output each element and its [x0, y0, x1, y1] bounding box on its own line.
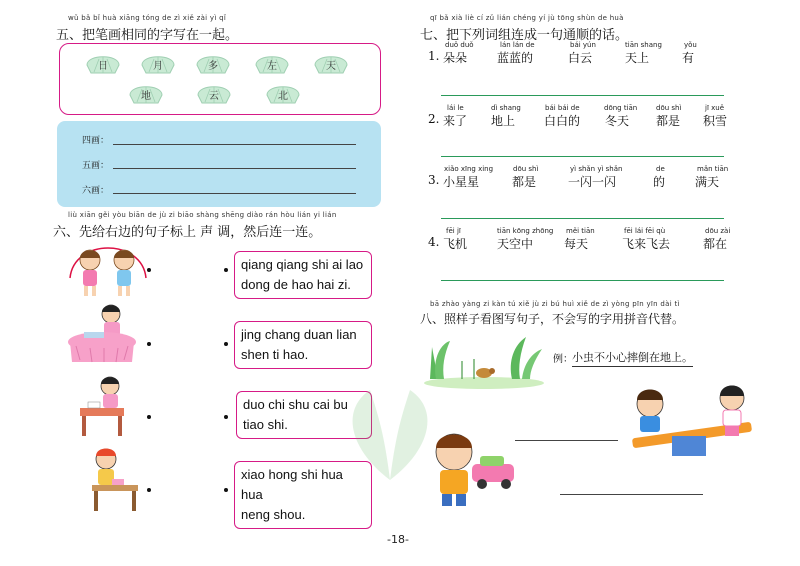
- word-pinyin: dōu shì: [656, 104, 682, 112]
- section7-pinyin: qī bǎ xià liè cí zǔ lián chéng yí jù tōng shùn de huà: [430, 14, 624, 22]
- match-dot[interactable]: [224, 488, 228, 492]
- word-pinyin: bái bái de: [545, 104, 580, 112]
- page-number: -18-: [387, 533, 409, 546]
- example-label: 例：: [553, 354, 573, 365]
- shell-char-text: 月: [153, 61, 163, 72]
- answer-line[interactable]: [113, 193, 356, 194]
- answer-line[interactable]: [113, 144, 356, 145]
- word-pinyin: duǒ duǒ: [445, 41, 474, 49]
- answer-line[interactable]: [441, 95, 724, 96]
- word-pinyin: dōu zài: [705, 227, 731, 235]
- shell-char: [265, 81, 301, 107]
- word-hanzi: 都在: [703, 237, 728, 251]
- girls-jump-rope-illustration: [64, 238, 150, 300]
- word-pinyin: fēi jī: [446, 227, 461, 235]
- answer-line[interactable]: [560, 494, 703, 495]
- word-pinyin: dì shang: [491, 104, 521, 112]
- match-dot[interactable]: [224, 342, 228, 346]
- word-pinyin: xiǎo xīng xing: [444, 165, 494, 173]
- word-pinyin: měi tiān: [566, 227, 595, 235]
- word-hanzi: 的: [653, 175, 666, 189]
- stroke-label-4: 四画：: [82, 136, 110, 146]
- word-pinyin: de: [656, 165, 665, 173]
- row-number: 1.: [428, 49, 440, 63]
- girl-at-desk-illustration: [76, 374, 138, 440]
- shell-char: [195, 51, 231, 77]
- word-hanzi: 都是: [656, 114, 681, 128]
- kids-seesaw-illustration: [628, 380, 756, 462]
- match-dot[interactable]: [147, 342, 151, 346]
- word-pinyin: tiān kōng zhōng: [497, 227, 554, 235]
- sentence-line: xiao hong shi hua hua: [241, 467, 343, 502]
- word-pinyin: lán lán de: [500, 41, 535, 49]
- word-hanzi: 冬天: [605, 114, 630, 128]
- section8-heading: 八、照样子看图写句子，不会写的字用拼音代替。: [420, 312, 685, 326]
- word-hanzi: 天空中: [497, 237, 534, 251]
- word-hanzi: 小星星: [443, 175, 480, 189]
- word-hanzi: 天上: [625, 51, 650, 65]
- row-number: 3.: [428, 173, 440, 187]
- word-pinyin: jī xuě: [705, 104, 725, 112]
- word-hanzi: 白白的: [544, 114, 581, 128]
- answer-line[interactable]: [515, 440, 618, 441]
- word-pinyin: tiān shang: [625, 41, 662, 49]
- match-dot[interactable]: [224, 268, 228, 272]
- match-dot[interactable]: [147, 415, 151, 419]
- row-number: 2.: [428, 112, 440, 126]
- section6-pinyin: liù xiān gěi yòu biān de jù zi biāo shàng shēng diào rán hòu lián yi lián: [68, 211, 337, 219]
- shell-char-text: 日: [98, 61, 108, 72]
- sentence-line: shen ti hao.: [241, 347, 309, 362]
- sentence-line: dong de hao hai zi.: [241, 277, 351, 292]
- shell-char-text: 多: [208, 61, 218, 72]
- word-hanzi: 蓝蓝的: [497, 51, 534, 65]
- answer-line[interactable]: [441, 218, 724, 219]
- shell-char: [128, 81, 164, 107]
- shell-char-text: 左: [267, 61, 277, 72]
- word-hanzi: 都是: [512, 175, 537, 189]
- word-pinyin: lái le: [447, 104, 464, 112]
- word-pinyin: yì shǎn yì shǎn: [570, 165, 623, 173]
- section5-heading: 五、把笔画相同的字写在一起。: [56, 28, 239, 43]
- section8-pinyin: bā zhào yàng zi kàn tú xiě jù zi bú huì xiě de zì yòng pīn yīn dài tì: [430, 300, 680, 308]
- sentence-line: neng shou.: [241, 507, 306, 522]
- word-hanzi: 有: [682, 51, 695, 65]
- shell-char: [196, 81, 232, 107]
- section5-pinyin: wǔ bǎ bǐ huà xiāng tóng de zì xiě zài yì qǐ: [68, 14, 227, 22]
- word-hanzi: 一闪一闪: [568, 175, 617, 189]
- section7-heading: 七、把下列词组连成一句通顺的话。: [420, 28, 629, 43]
- answer-line[interactable]: [441, 156, 724, 157]
- insect-fallen-illustration: [422, 327, 546, 389]
- sentence-card: [234, 251, 372, 299]
- shell-char-text: 云: [209, 91, 219, 102]
- word-pinyin: bái yún: [570, 41, 596, 49]
- girl-at-table-illustration: [66, 302, 138, 370]
- section6-heading: 六、先给右边的句子标上 声 调，然后连一连。: [53, 225, 322, 240]
- sentence-line: jing chang duan lian: [241, 327, 357, 342]
- sentence-line: tiao shi.: [243, 417, 288, 432]
- word-hanzi: 地上: [491, 114, 516, 128]
- word-hanzi: 积雪: [703, 114, 728, 128]
- word-hanzi: 来了: [443, 114, 468, 128]
- match-dot[interactable]: [147, 268, 151, 272]
- shell-char-text: 地: [141, 91, 151, 102]
- boy-at-table-illustration: [82, 445, 142, 515]
- word-pinyin: dōng tiān: [604, 104, 638, 112]
- stroke-label-5: 五画：: [82, 161, 110, 171]
- shell-char: [313, 51, 349, 77]
- answer-line[interactable]: [113, 168, 356, 169]
- word-pinyin: fēi lái fēi qù: [624, 227, 666, 235]
- stroke-label-6: 六画：: [82, 186, 110, 196]
- sentence-line: duo chi shu cai bu: [243, 397, 348, 412]
- word-hanzi: 飞机: [443, 237, 468, 251]
- shell-char: [254, 51, 290, 77]
- match-dot[interactable]: [147, 488, 151, 492]
- shell-char-text: 北: [278, 91, 288, 102]
- example-sentence: 小虫不小心摔倒在地上。: [572, 349, 693, 367]
- word-pinyin: dōu shì: [513, 165, 539, 173]
- word-hanzi: 满天: [695, 175, 720, 189]
- word-hanzi: 朵朵: [443, 51, 468, 65]
- word-hanzi: 每天: [564, 237, 589, 251]
- match-dot[interactable]: [224, 415, 228, 419]
- answer-line[interactable]: [441, 280, 724, 281]
- sentence-line: qiang qiang shi ai lao: [241, 257, 364, 272]
- word-hanzi: 白云: [568, 51, 593, 65]
- shell-char: [85, 51, 121, 77]
- word-hanzi: 飞来飞去: [622, 237, 671, 251]
- shell-char: [140, 51, 176, 77]
- boy-with-toy-car-illustration: [428, 430, 520, 510]
- word-pinyin: yǒu: [684, 41, 697, 49]
- shell-char-text: 天: [326, 61, 336, 72]
- row-number: 4.: [428, 235, 440, 249]
- sentence-card: [234, 321, 372, 369]
- word-pinyin: mǎn tiān: [697, 165, 729, 173]
